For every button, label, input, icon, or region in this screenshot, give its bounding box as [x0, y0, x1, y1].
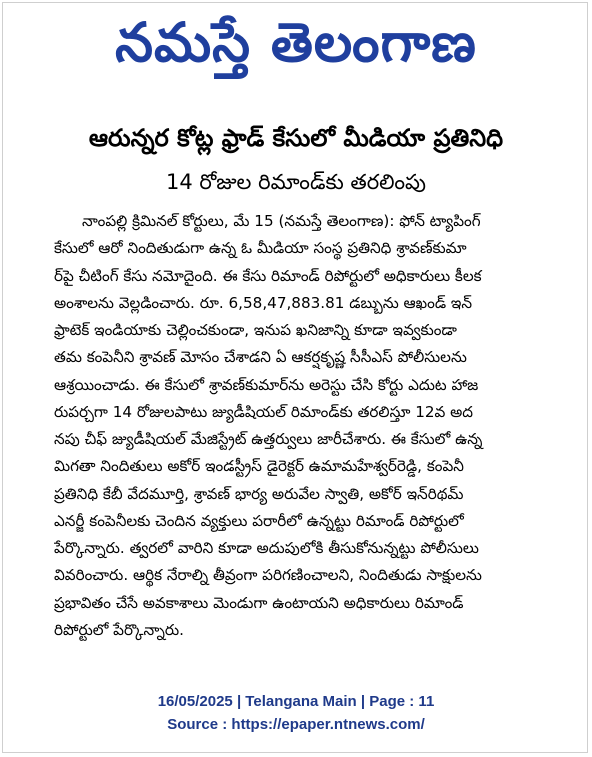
body-line: ప్రభావితం చేసే అవకాశాలు మెండుగా ఉంటాయని అధికారులు రిమాండ్	[54, 593, 464, 612]
source-link: Source : https://epaper.ntnews.com/	[167, 716, 425, 733]
body-line: నపు చీఫ్ జ్యుడీషియల్ మేజిస్ట్రేట్ ఉత్తర్వులు జారీచేశారు. ఈ కేసులో ఉన్న	[54, 430, 483, 448]
body-line: రుపర్చగా 14 రోజులపాటు జ్యుడీషియల్ రిమాండ్‌కు తరలిస్తూ 12వ అద	[54, 402, 474, 421]
body-line: ప్రతినిధి కేబీ వేదమూర్తి, శ్రావణ్ భార్య అరువేల స్వాతి, అకోర్ ఇన్‌రిథమ్	[54, 484, 464, 503]
body-line: ఫ్రాటెక్ ఇండియాకు చెల్లించకుండా, ఇనుప ఖనిజాన్ని కూడా ఇవ్వకుండా	[54, 321, 457, 339]
body-line: నాంపల్లి క్రిమినల్ కోర్టులు, మే 15 (నమస్తే తెలంగాణ): ఫోన్ ట్యాపింగ్	[82, 212, 481, 230]
body-line: కేసులో ఆరో నిందితుడుగా ఉన్న ఓ మీడియా సంస్థ ప్రతినిధి శ్రావణ్‌కుమా	[54, 239, 467, 258]
body-line: ర్‌పై చీటింగ్ కేసు నమోదైంది. ఈ కేసు రిమాండ్ రిపోర్టులో అధికారులు కీలక	[54, 266, 482, 285]
body-line: రిపోర్టులో పేర్కొన్నారు.	[54, 620, 184, 639]
body-line: అంశాలను వెల్లడించారు. రూ. 6,58,47,883.81 డబ్బును ఆఖండ్ ఇన్	[54, 293, 473, 312]
body-line: తమ కంపెనీని శ్రావణ్ మోసం చేశాడని ఏ ఆకర్షకృష్ణ సీసీఎస్ పోలీసులను	[54, 348, 467, 367]
article-headline: ఆరున్నర కోట్ల ఫ్రాడ్ కేసులో మీడియా ప్రతినిధి	[88, 124, 504, 152]
body-line: ఎనర్జీ కంపెనీలకు చెందిన వ్యక్తులు పరారీలో ఉన్నట్టు రిమాండ్ రిపోర్టులో	[54, 511, 464, 530]
article-subheadline: 14 రోజుల రిమాండ్‌కు తరలింపు	[165, 170, 427, 194]
body-line: పేర్కొన్నారు. త్వరలో వారిని కూడా అదుపులోకి తీసుకోనున్నట్టు పోలీసులు	[54, 539, 479, 557]
edition-info: 16/05/2025 | Telangana Main | Page : 11	[157, 693, 435, 710]
newspaper-masthead: నమస్తే తెలంగాణ	[115, 11, 477, 74]
body-line: వివరించారు. ఆర్థిక నేరాల్ని తీవ్రంగా పరిగణించాలని, నిందితుడు సాక్షులను	[54, 566, 482, 585]
body-line: ఆశ్రయించాడు. ఈ కేసులో శ్రావణ్‌కుమార్‌ను అరెస్టు చేసి కోర్టు ఎదుట హాజ	[54, 375, 479, 394]
article-body	[54, 208, 554, 644]
body-line: మిగతా నిందితులు అకోర్ ఇండస్ట్రీస్ డైరెక్టర్ ఉమామహేశ్వర్‌రెడ్డి, కంపెనీ	[54, 457, 464, 476]
